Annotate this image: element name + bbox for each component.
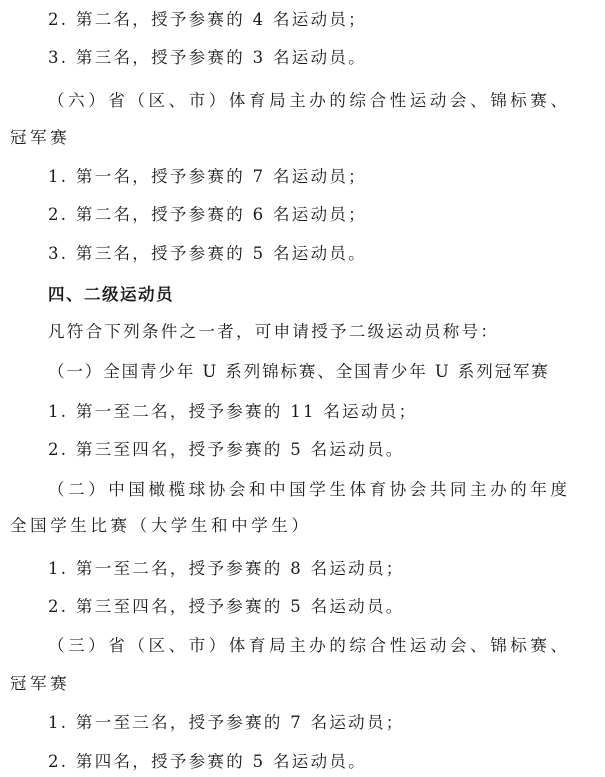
text-line: 1. 第一至三名，授予参赛的 7 名运动员； <box>48 713 405 732</box>
text-line: 3. 第三名，授予参赛的 3 名运动员。 <box>48 48 367 67</box>
section-heading-3: （三）省（区、市）体育局主办的综合性运动会、锦标赛、 <box>48 636 571 655</box>
text-line: 2. 第二名，授予参赛的 6 名运动员； <box>48 205 367 224</box>
text-line: 3. 第三名，授予参赛的 5 名运动员。 <box>48 244 367 263</box>
section-heading-3-cont: 冠军赛 <box>10 674 71 693</box>
section-heading-6-cont: 冠军赛 <box>10 128 71 147</box>
text-line: 2. 第四名，授予参赛的 5 名运动员。 <box>48 752 367 771</box>
text-line: 1. 第一名，授予参赛的 7 名运动员； <box>48 167 367 186</box>
intro-line: 凡符合下列条件之一者，可申请授予二级运动员称号： <box>48 322 500 341</box>
text-line: 2. 第三至四名，授予参赛的 5 名运动员。 <box>48 440 405 459</box>
text-line: 2. 第二名，授予参赛的 4 名运动员； <box>48 10 367 29</box>
text-line: 1. 第一至二名，授予参赛的 11 名运动员； <box>48 402 418 421</box>
main-heading-level-2: 四、二级运动员 <box>48 285 174 304</box>
section-heading-6: （六）省（区、市）体育局主办的综合性运动会、锦标赛、 <box>48 91 571 110</box>
section-heading-2: （二）中国橄榄球协会和中国学生体育协会共同主办的年度 <box>48 480 571 499</box>
section-heading-2-cont: 全国学生比赛（大学生和中学生） <box>10 516 312 535</box>
section-heading-1: （一）全国青少年 U 系列锦标赛、全国青少年 U 系列冠军赛 <box>48 362 550 381</box>
text-line: 2. 第三至四名，授予参赛的 5 名运动员。 <box>48 597 405 616</box>
text-line: 1. 第一至二名，授予参赛的 8 名运动员； <box>48 559 405 578</box>
